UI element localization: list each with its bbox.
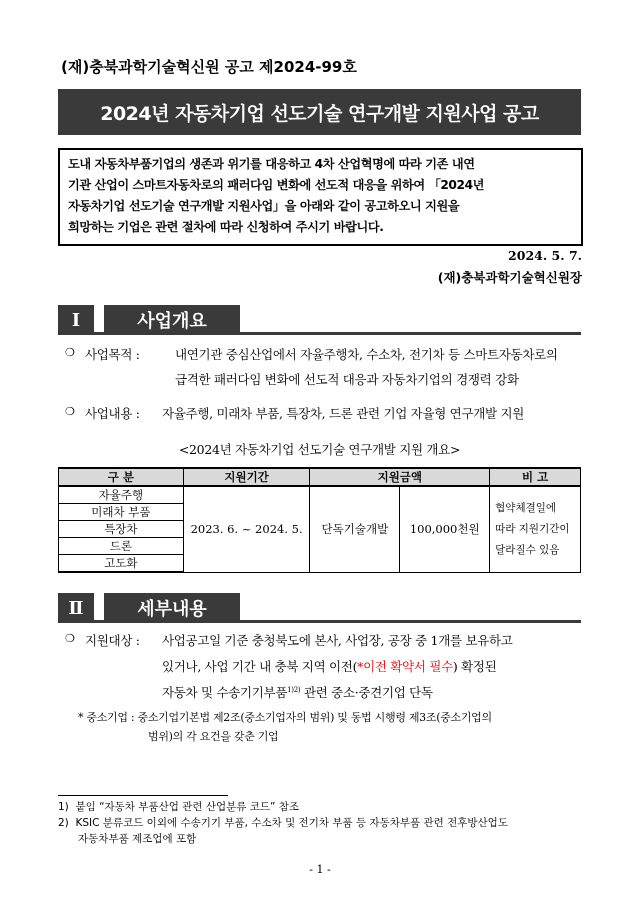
category-cell: 드론	[59, 538, 184, 555]
bullet-icon: ❍	[65, 405, 75, 418]
issuer: (재)충북과학기술혁신원장	[437, 270, 582, 285]
amount-cell: 100,000천원	[400, 486, 490, 572]
overview-table	[58, 467, 581, 573]
section2-number: Ⅱ	[58, 593, 94, 623]
bullet-icon: ❍	[65, 346, 75, 359]
section1-title: 사업개요	[104, 305, 240, 335]
target-line: 사업공고일 기준 충청북도에 본사, 사업장, 공장 중 1개를 보유하고	[162, 633, 513, 648]
target-line3-end: 관련 중소·중견기업 단독	[300, 685, 433, 700]
target-line	[162, 683, 433, 701]
purpose-line: 내연기관 중심산업에서 자율주행차, 수소차, 전기차 등 스마트자동차로의	[175, 347, 558, 362]
purpose-row	[65, 345, 585, 369]
category-cell: 자율주행	[59, 486, 184, 504]
document-title: 2024년 자동차기업 선도기술 연구개발 지원사업 공고	[58, 89, 581, 135]
target-line2-end: ) 확정된	[452, 659, 497, 674]
purpose-label: 사업목적 :	[85, 347, 140, 362]
target-line2-start: 있거나, 사업 기간 내 충북 지역 이전(	[162, 659, 358, 674]
intro-line: 기관 산업이 스마트자동차로의 패러다임 변화에 선도적 대응을 위하여 「2024년	[68, 178, 485, 192]
sme-note: 범위)의 각 요건을 갖춘 기업	[148, 730, 279, 743]
table-header-row	[59, 468, 581, 486]
content-text: 자율주행, 미래차 부품, 특장차, 드론 관련 기업 자율형 연구개발 지원	[162, 406, 525, 421]
note-line: 따라 지원기간이	[495, 522, 570, 535]
purpose-line: 급격한 패러다임 변화에 선도적 대응과 자동차기업의 경쟁력 강화	[175, 372, 519, 387]
footnote: 자동차부품 제조업에 포함	[58, 833, 197, 845]
section2-divider	[58, 620, 581, 623]
period-cell: 2023. 6. ~ 2024. 5.	[183, 486, 310, 572]
notice-number: (재)충북과학기술혁신원 공고 제2024-99호	[61, 58, 357, 76]
relocation-required-note: *이전 확약서 필수	[357, 659, 453, 674]
target-row	[65, 631, 585, 655]
header-period: 지원기간	[183, 468, 310, 486]
footnote-divider	[58, 795, 228, 796]
notice-date: 2024. 5. 7.	[508, 248, 582, 263]
target-label: 지원대상 :	[85, 633, 140, 648]
header-category: 구 분	[59, 468, 184, 486]
type-cell: 단독기술개발	[310, 486, 400, 572]
page-number: - 1 -	[309, 863, 331, 876]
bullet-icon: ❍	[65, 632, 75, 645]
target-line3-start: 자동차 및 수송기기부품	[162, 685, 288, 700]
sme-note: * 중소기업 : 중소기업기본법 제2조(중소기업자의 범위) 및 동법 시행령 제3조(중소기업의	[78, 711, 492, 724]
intro-line: 희망하는 기업은 관련 절차에 따라 신청하여 주시기 바랍니다.	[68, 220, 384, 234]
target-line	[162, 657, 496, 675]
content-label: 사업내용 :	[85, 406, 140, 421]
category-cell: 미래차 부품	[59, 504, 184, 521]
category-cell: 고도화	[59, 555, 184, 573]
table-caption: <2024년 자동차기업 선도기술 연구개발 지원 개요>	[178, 442, 461, 457]
note-line: 협약체결일에	[495, 501, 557, 514]
footnote: 2) KSIC 분류코드 이외에 수송기기 부품, 수소차 및 전기차 부품 등 자동차부품 관련 전후방산업도	[58, 817, 508, 829]
footnote: 1) 붙임 “자동차 부품산업 관련 산업분류 코드” 참조	[58, 801, 300, 813]
section1-divider	[58, 332, 581, 335]
note-line: 달라질수 있음	[495, 543, 560, 556]
section2-title: 세부내용	[104, 593, 240, 623]
header-amount: 지원금액	[310, 468, 490, 486]
header-note: 비 고	[490, 468, 581, 486]
section1-number: Ⅰ	[58, 305, 94, 335]
intro-line: 자동차기업 선도기술 연구개발 지원사업」을 아래와 같이 공고하오니 지원을	[68, 199, 460, 213]
note-cell	[490, 486, 581, 572]
category-cell: 특장차	[59, 521, 184, 538]
content-row	[65, 404, 585, 428]
footnote-ref: 1)2)	[287, 685, 301, 694]
intro-box	[58, 148, 583, 246]
intro-line: 도내 자동차부품기업의 생존과 위기를 대응하고 4차 산업혁명에 따라 기존 내연	[68, 157, 475, 171]
